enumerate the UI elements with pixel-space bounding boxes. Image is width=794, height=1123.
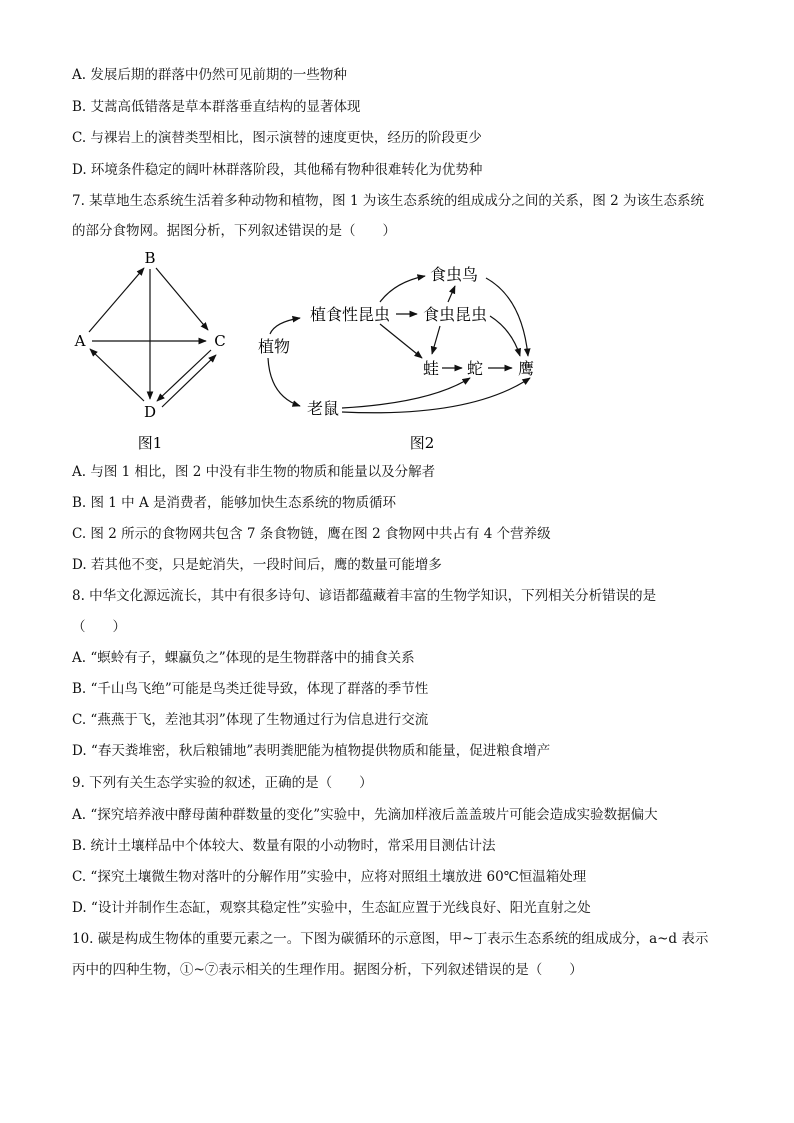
q8-option-b: B. “千山鸟飞绝”可能是鸟类迁徙导致，体现了群落的季节性 xyxy=(72,681,429,697)
q9-option-a: A. “探究培养液中酵母菌种群数量的变化”实验中，先滴加样液后盖盖玻片可能会造成实验数据偏大 xyxy=(72,807,658,823)
fig2-arrow-mouse-to-eagle xyxy=(342,378,530,413)
figure-2-food-web xyxy=(250,258,550,458)
q9-option-c: C. “探究土壤微生物对落叶的分解作用”实验中，应将对照组土壤放进 60℃恒温箱处理 xyxy=(72,869,587,885)
q7-option-d: D. 若其他不变，只是蛇消失，一段时间后，鹰的数量可能增多 xyxy=(72,557,442,573)
q9-option-b: B. 统计土壤样品中个体较大、数量有限的小动物时，常采用目测估计法 xyxy=(72,838,496,854)
q8-option-d: D. “春天粪堆密，秋后粮铺地”表明粪肥能为植物提供物质和能量，促进粮食增产 xyxy=(72,743,551,759)
fig2-node-herbivore-insect: 植食性昆虫 xyxy=(309,305,391,324)
q8-option-c: C. “燕燕于飞，差池其羽”体现了生物通过行为信息进行交流 xyxy=(72,712,429,728)
q7-stem-line2: 的部分食物网。据图分析，下列叙述错误的是（ ） xyxy=(72,223,396,239)
q6-option-a: A. 发展后期的群落中仍然可见前期的一些物种 xyxy=(72,67,347,83)
fig2-caption: 图2 xyxy=(409,434,435,452)
q9-stem: 9. 下列有关生态学实验的叙述，正确的是（ ） xyxy=(72,775,373,791)
q7-stem-line1: 7. 某草地生态系统生活着多种动物和植物，图 1 为该生态系统的组成成分之间的关系，图 2 为该生态系统 xyxy=(72,193,705,209)
fig2-arrow-mouse-to-snake xyxy=(342,378,470,408)
q10-stem-line2: 丙中的四种生物，①~⑦表示相关的生理作用。据图分析，下列叙述错误的是（ ） xyxy=(72,962,583,978)
fig2-node-frog: 蛙 xyxy=(422,359,440,378)
q6-option-d: D. 环境条件稳定的阔叶林群落阶段，其他稀有物种很难转化为优势种 xyxy=(72,162,483,178)
q9-option-d: D. “设计并制作生态缸，观察其稳定性”实验中，生态缸应置于光线良好、阳光直射之处 xyxy=(72,900,591,916)
fig1-caption: 图1 xyxy=(137,434,163,452)
figure-1-diagram xyxy=(62,245,242,455)
fig1-arrow-b-to-c xyxy=(156,268,208,330)
fig2-arrow-plant-to-mouse xyxy=(268,358,300,406)
fig2-node-plant: 植物 xyxy=(257,337,291,356)
q6-option-b: B. 艾蒿高低错落是草本群落垂直结构的显著体现 xyxy=(72,99,361,115)
fig2-arrow-insectivore-to-bird xyxy=(448,286,455,302)
fig1-node-c: C xyxy=(214,332,226,350)
fig1-arrow-d-to-a xyxy=(90,349,144,401)
fig2-arrow-insectivore-to-frog xyxy=(432,326,440,354)
fig2-node-mouse: 老鼠 xyxy=(306,399,340,418)
fig2-node-snake: 蛇 xyxy=(466,359,484,378)
q8-stem-line1: 8. 中华文化源远流长，其中有很多诗句、谚语都蕴藏着丰富的生物学知识，下列相关分析错误的是 xyxy=(72,588,657,604)
fig2-arrow-herbivore-to-bird xyxy=(380,276,425,302)
fig2-arrow-insectivore-to-eagle xyxy=(490,316,520,356)
fig2-node-eagle: 鹰 xyxy=(517,359,535,378)
fig1-node-a: A xyxy=(74,332,86,350)
q7-option-b: B. 图 1 中 A 是消费者，能够加快生态系统的物质循环 xyxy=(72,495,397,511)
q7-option-a: A. 与图 1 相比，图 2 中没有非生物的物质和能量以及分解者 xyxy=(72,464,436,480)
q6-option-c: C. 与裸岩上的演替类型相比，图示演替的速度更快，经历的阶段更少 xyxy=(72,130,482,146)
q8-stem-line2: （ ） xyxy=(72,619,126,635)
q8-option-a: A. “螟蛉有子，蜾蠃负之”体现的是生物群落中的捕食关系 xyxy=(72,650,415,666)
fig1-arrow-c-to-d xyxy=(157,350,211,401)
fig1-arrow-a-to-b xyxy=(89,268,144,332)
fig2-arrow-herbivore-to-frog xyxy=(380,324,422,358)
fig1-node-d: D xyxy=(143,403,157,421)
fig2-node-bird: 食虫鸟 xyxy=(429,265,479,284)
q10-stem-line1: 10. 碳是构成生物体的重要元素之一。下图为碳循环的示意图，甲~丁表示生态系统的组成成分，a~d 表示 xyxy=(72,931,709,947)
fig2-node-insectivore-insect: 食虫昆虫 xyxy=(422,305,488,324)
fig1-arrow-d-to-c xyxy=(162,355,216,407)
fig1-node-b: B xyxy=(144,249,156,267)
fig2-arrow-plant-to-herbivore xyxy=(270,318,300,334)
q7-option-c: C. 图 2 所示的食物网共包含 7 条食物链，鹰在图 2 食物网中共占有 4 个营养级 xyxy=(72,526,551,542)
